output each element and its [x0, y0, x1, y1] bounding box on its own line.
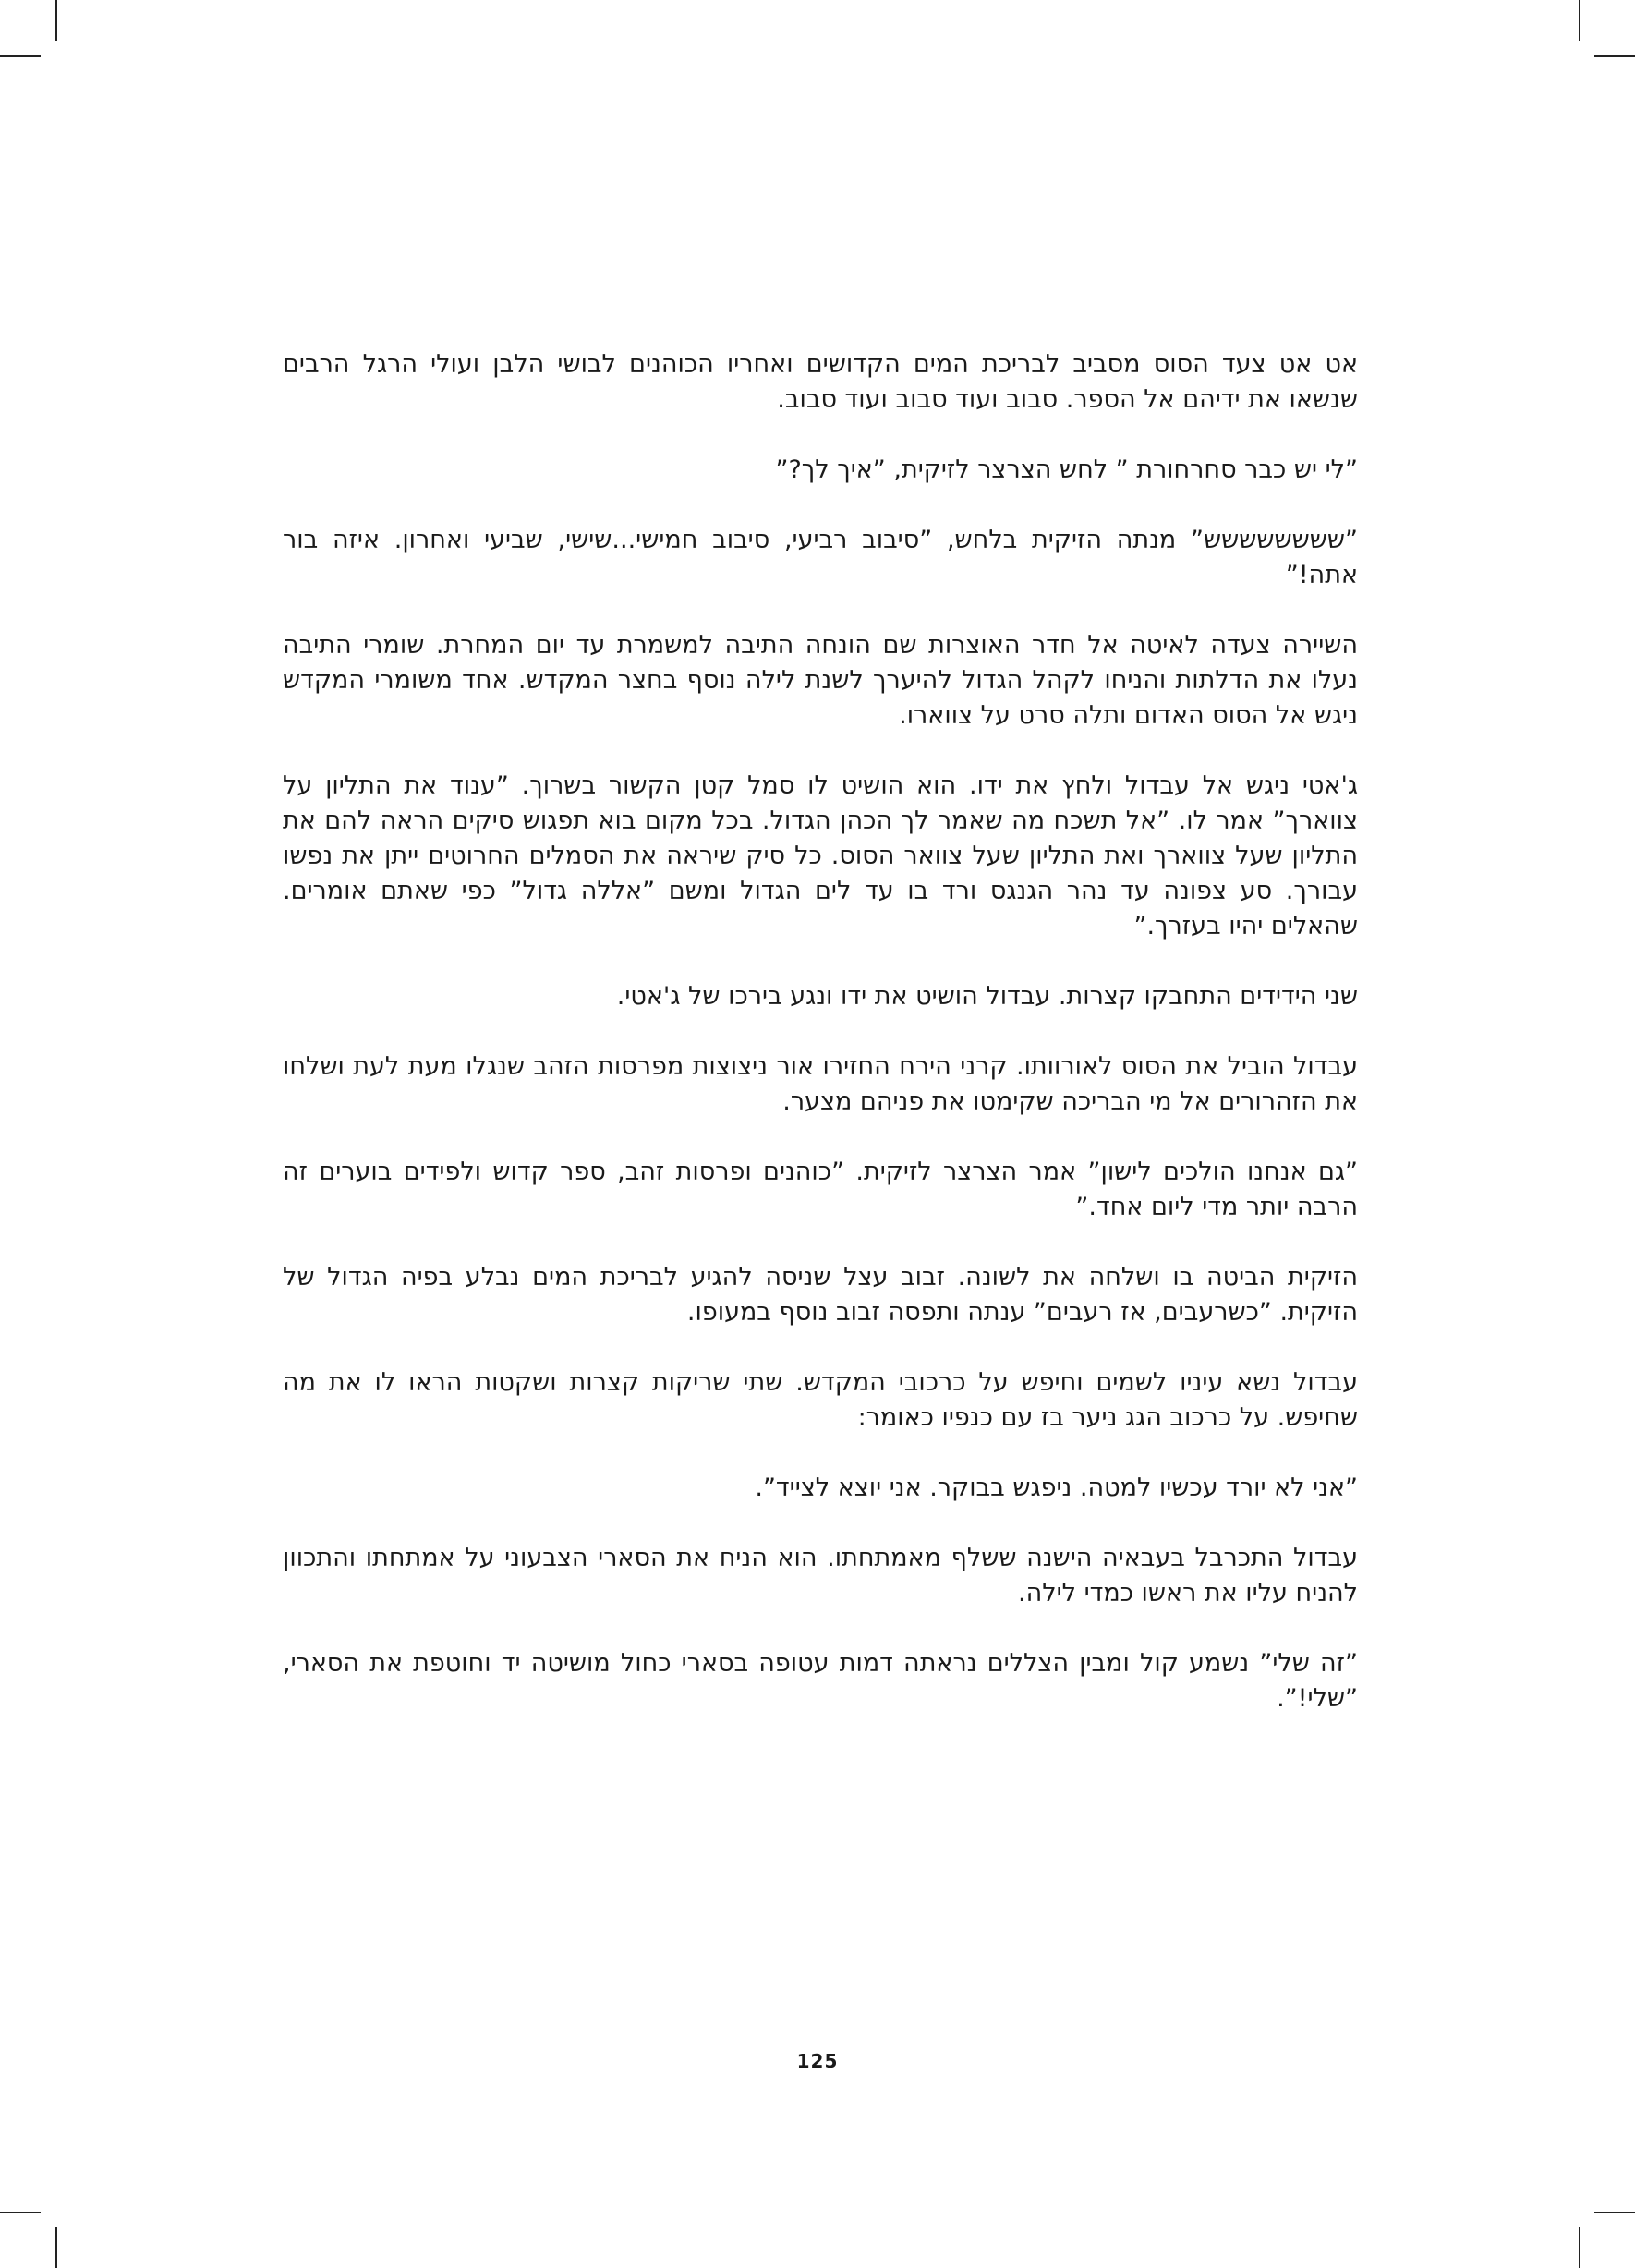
crop-mark-top-right-horizontal	[1594, 55, 1635, 57]
paragraph: ”שששששששש” מנתה הזיקית בלחש, ”סיבוב רביעי, סיבוב חמישי...שישי, שביעי ואחרון. איזה בור אתה!”	[283, 526, 1358, 589]
crop-mark-bottom-right-vertical	[1579, 2227, 1580, 2268]
paragraph: הזיקית הביטה בו ושלחה את לשונה. זבוב עצל שניסה להגיע לבריכת המים נבלע בפיה הגדול של הזיקית. ”כשרעבים, אז רעבים” ענתה ותפסה זבוב נוסף במעופו.	[283, 1263, 1358, 1327]
paragraph: ”זה שלי” נשמע קול ומבין הצללים נראתה דמות עטופה בסארי כחול מושיטה יד וחוטפת את הסארי, ”שלי!”.	[283, 1649, 1358, 1713]
crop-mark-bottom-right-horizontal	[1594, 2212, 1635, 2213]
paragraph: אט אט צעד הסוס מסביב לבריכת המים הקדושים ואחריו הכוהנים לבושי הלבן ועולי הרגל הרבים שנשאו את ידיהם אל הספר. סבוב ועוד סבוב ועוד סבוב.	[283, 350, 1358, 414]
crop-mark-top-right-vertical	[1579, 0, 1580, 41]
paragraph: ”לי יש כבר סחרחורת ” לחש הצרצר לזיקית, ”איך לך?”	[775, 455, 1358, 484]
body-text	[283, 347, 1358, 1752]
crop-mark-top-left-horizontal	[0, 55, 41, 57]
page-number: 125	[796, 2050, 839, 2072]
paragraph: שני הידידים התחבקו קצרות. עבדול הושיט את ידו ונגע בירכו של ג'אטי.	[616, 982, 1358, 1011]
paragraph: עבדול נשא עיניו לשמים וחיפש על כרכובי המקדש. שתי שריקות קצרות ושקטות הראו לו את מה שחיפש. על כרכוב הגג ניער בז עם כנפיו כאומר:	[283, 1368, 1358, 1432]
paragraph: ג'אטי ניגש אל עבדול ולחץ את ידו. הוא הושיט לו סמל קטן הקשור בשרוך. ”ענוד את התליון על צווארך” אמר לו. ”אל תשכח מה שאמר לך הכהן הגדול. בכל מקום בוא תפגוש סיקים הראה להם את התליון שעל צווארך ואת התליון שעל צוואר הסוס. כל סיק שיראה את הסמלים החרוטים ייתן את נפשו עבורך. סע צפונה עד נהר הגנגס ורד בו עד לים הגדול ומשם ”אללה גדול” כפי שאתם אומרים. שהאלים יהיו בעזרך.”	[283, 771, 1358, 940]
crop-mark-bottom-left-horizontal	[0, 2212, 41, 2213]
paragraph: השיירה צעדה לאיטה אל חדר האוצרות שם הונחה התיבה למשמרת עד יום המחרת. שומרי התיבה נעלו את הדלתות והניחו לקהל הגדול להיערך לשנת לילה נוסף בחצר המקדש. אחד משומרי המקדש ניגש אל הסוס האדום ותלה סרט על צווארו.	[283, 631, 1358, 730]
paragraph: ”אני לא יורד עכשיו למטה. ניפגש בבוקר. אני יוצא לצייד”.	[755, 1474, 1358, 1502]
crop-mark-top-left-vertical	[55, 0, 57, 41]
crop-mark-bottom-left-vertical	[55, 2227, 57, 2268]
paragraph: עבדול התכרבל בעבאיה הישנה ששלף מאמתחתו. הוא הניח את הסארי הצבעוני על אמתחתו והתכוון להניח עליו את ראשו כמדי לילה.	[283, 1544, 1358, 1607]
paragraph: ”גם אנחנו הולכים לישון” אמר הצרצר לזיקית. ”כוהנים ופרסות זהב, ספר קדוש ולפידים בוערים זה הרבה יותר מדי ליום אחד.”	[283, 1158, 1358, 1221]
paragraph: עבדול הוביל את הסוס לאורוותו. קרני הירח החזירו אור ניצוצות מפרסות הזהב שנגלו מעת לעת ושלחו את הזהרורים אל מי הבריכה שקימטו את פניהם מצער.	[283, 1052, 1358, 1116]
